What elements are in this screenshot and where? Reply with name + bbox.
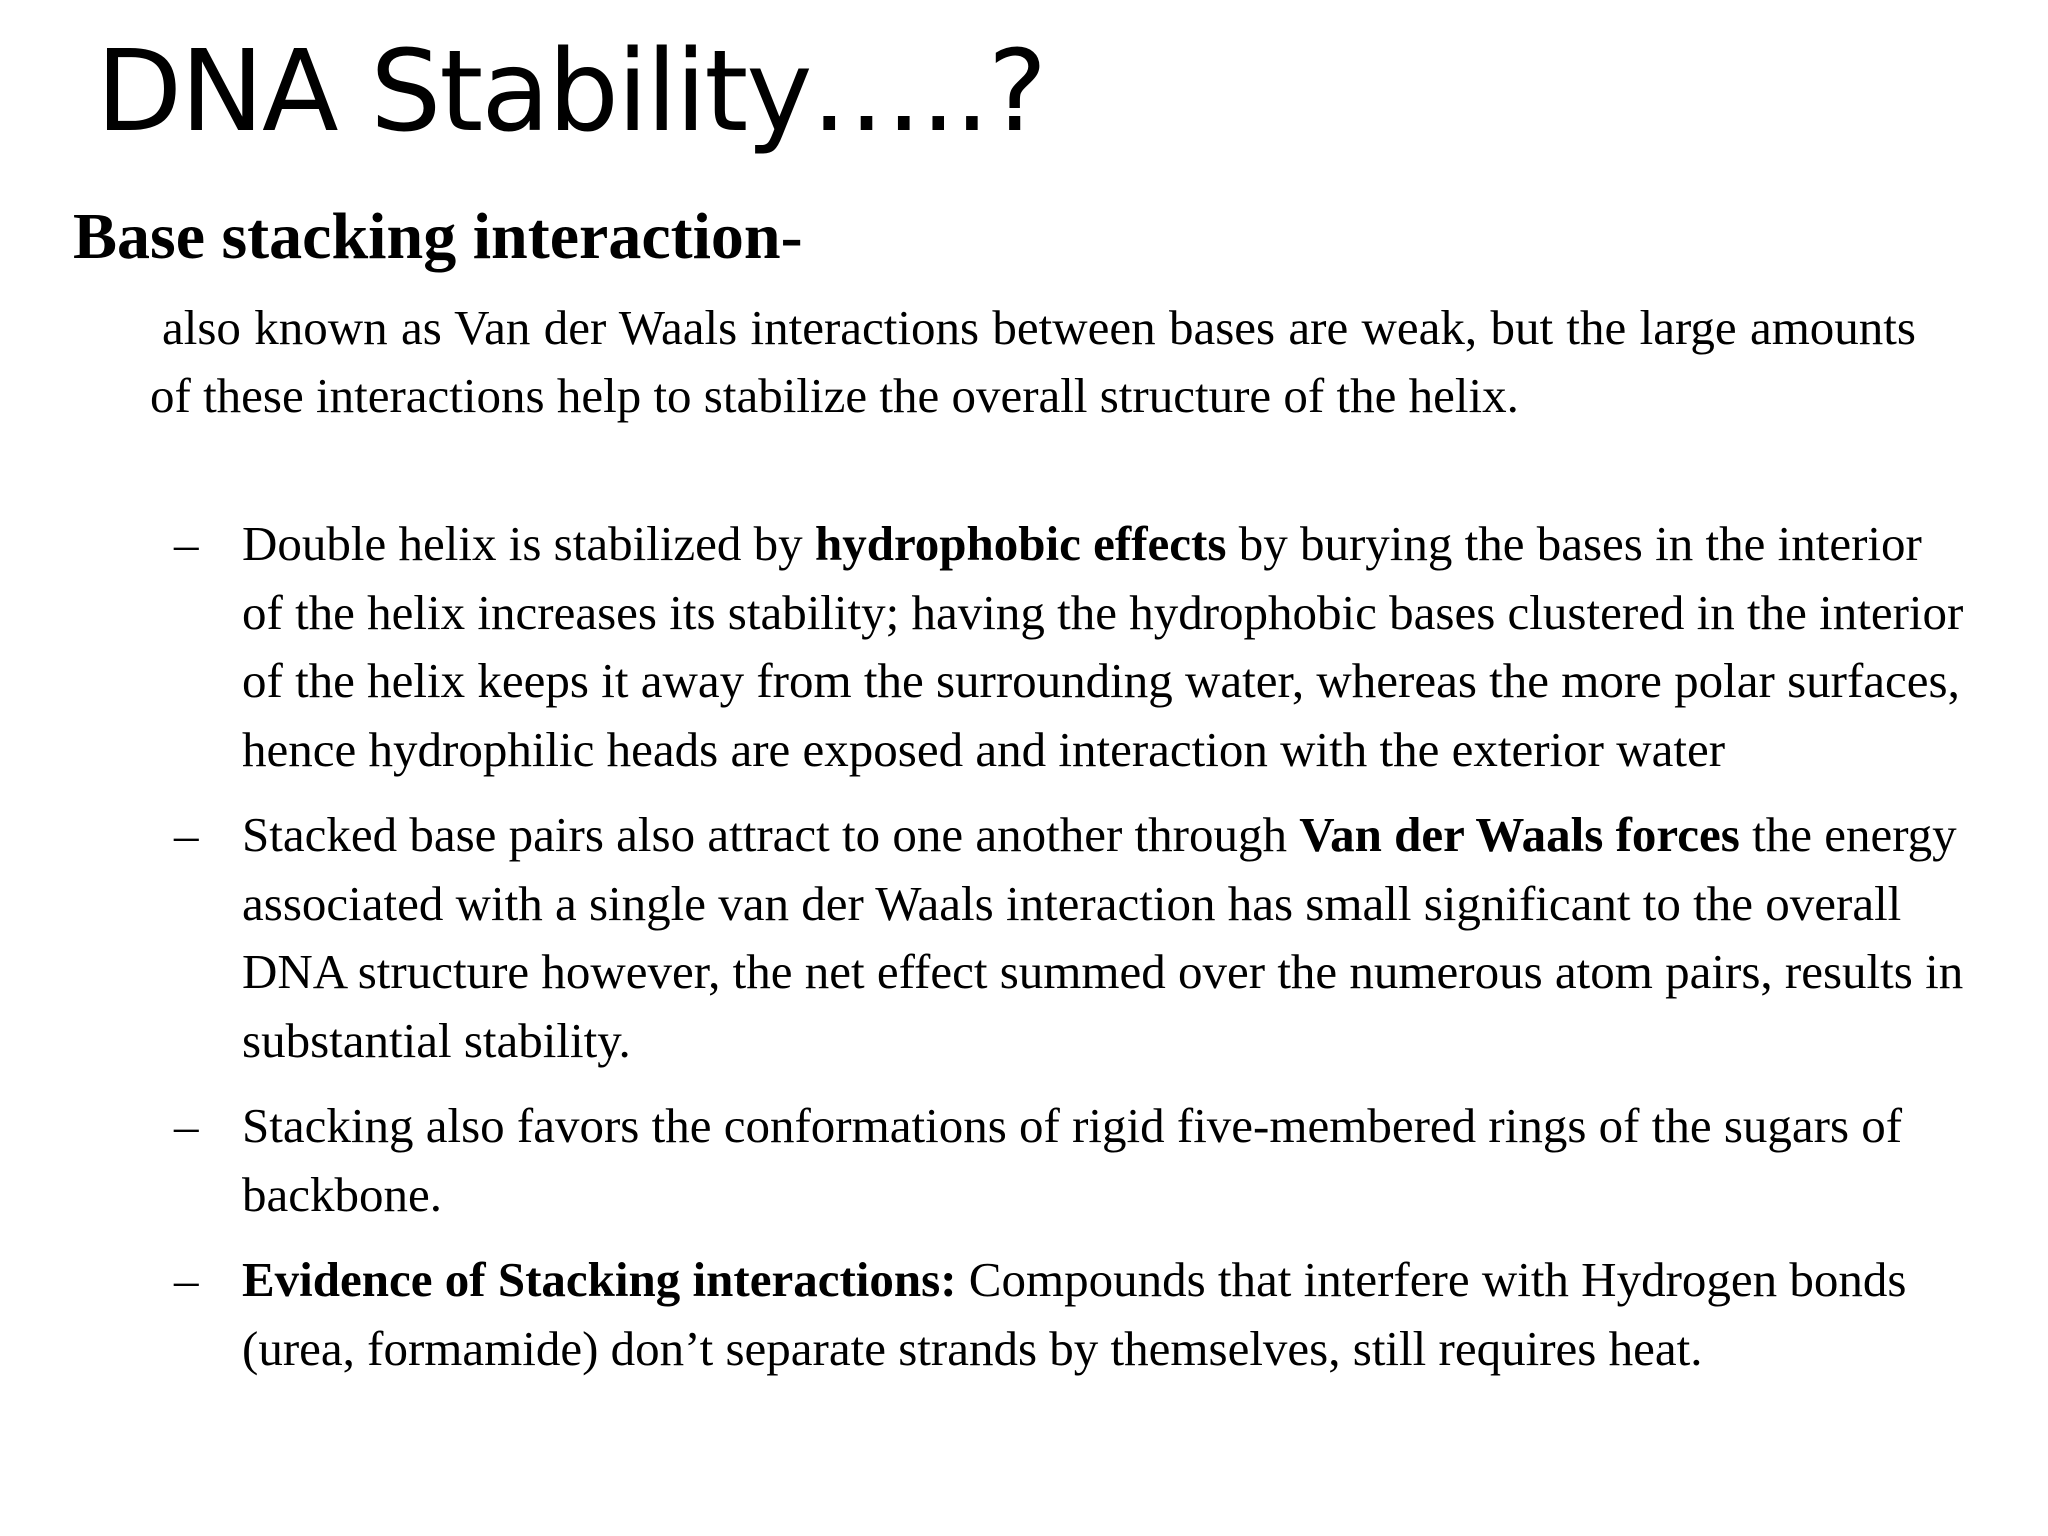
bullet-text-post: the energy associated with a single van der Waals interaction has small significant to the overall DNA structure however, the net effect summed over the numerous atom pairs, results in substantial stability. <box>242 807 1964 1068</box>
bullet-text-post: Compounds that interfere with Hydrogen bonds (urea, formamide) don’t separate strands by themselves, still requires heat. <box>242 1252 1907 1376</box>
intro-text: also known as Van der Waals interactions between bases are weak, but the large amounts of these interactions help to stabilize the overall structure of the helix. <box>150 300 1916 423</box>
bullet-text-pre: Stacking also favors the conformations of rigid five-membered rings of the sugars of backbone. <box>242 1098 1903 1222</box>
bullet-marker: – <box>174 807 199 862</box>
bullet-list <box>0 510 2048 1400</box>
bullet-text-pre: Double helix is stabilized by <box>242 516 815 571</box>
bullet-text-bold: Van der Waals forces <box>1299 807 1740 862</box>
bullet-text-pre: Stacked base pairs also attract to one another through <box>242 807 1300 862</box>
section-heading: Base stacking interaction- <box>73 200 803 273</box>
bullet-text-bold: Evidence of Stacking interactions: <box>242 1252 957 1307</box>
bullet-marker: – <box>174 1252 199 1307</box>
bullet-text-bold: hydrophobic effects <box>814 516 1227 571</box>
bullet-item-sugar-rings <box>0 1092 1972 1229</box>
intro-paragraph <box>150 294 1916 430</box>
bullet-marker: – <box>174 516 199 571</box>
slide-title: DNA Stability…..? <box>96 27 1046 157</box>
bullet-text-post: by burying the bases in the interior of the helix increases its stability; having the hydrophobic bases clustered in the interior of the helix keeps it away from the surrounding water, whereas the more polar surfaces, hence hydrophilic heads are exposed and interaction with the exterior water <box>242 516 1964 777</box>
bullet-item-hydrophobic <box>0 510 1972 784</box>
bullet-marker: – <box>174 1098 199 1153</box>
bullet-item-evidence <box>0 1246 1972 1383</box>
bullet-item-van-der-waals <box>0 801 1972 1075</box>
